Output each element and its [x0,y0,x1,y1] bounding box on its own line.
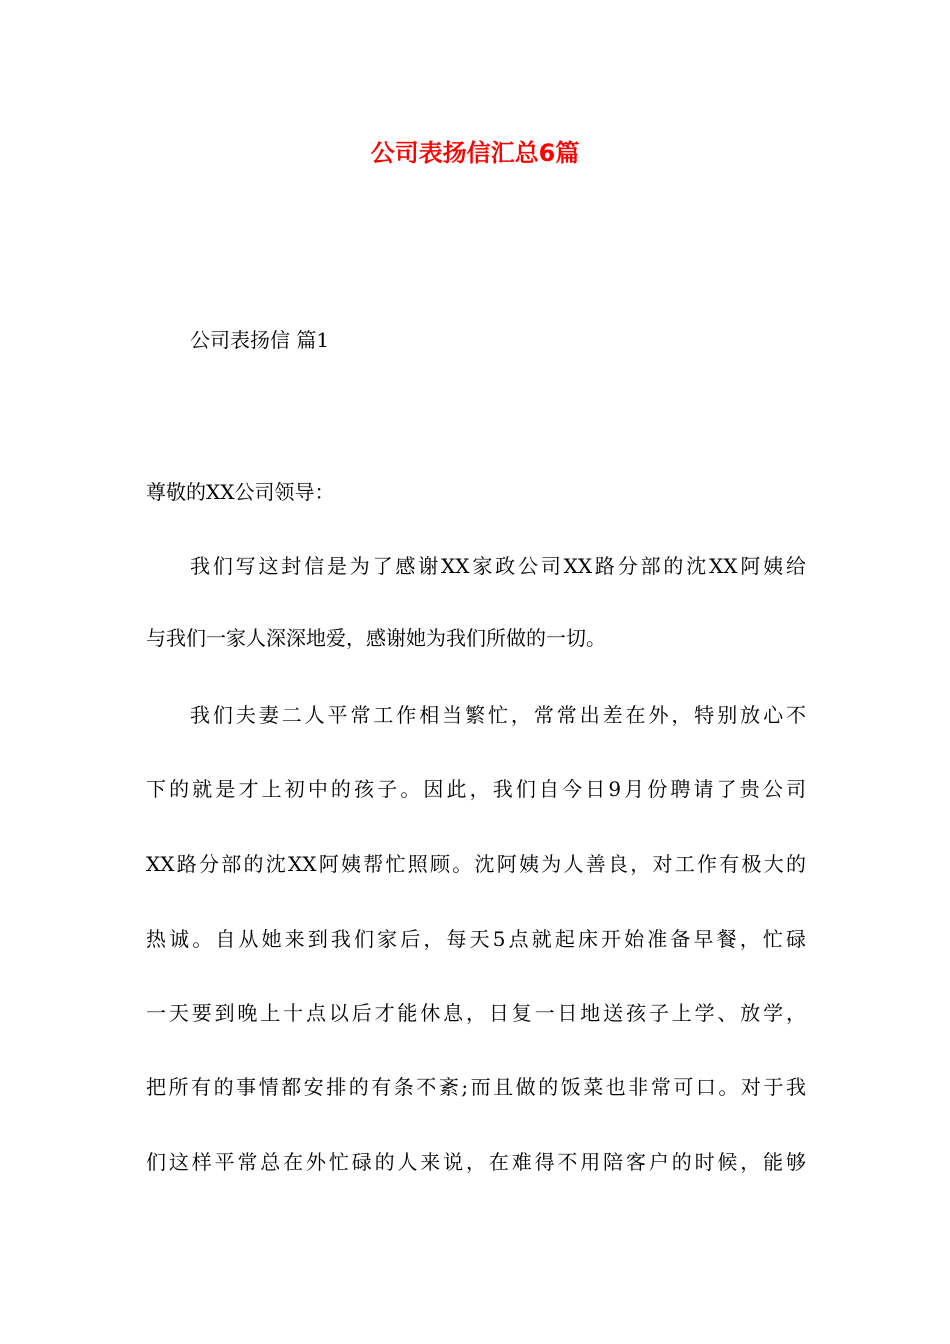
body-line-3: 我们夫妻二人平常工作相当繁忙，常常出差在外，特别放心不 [190,703,806,727]
body-line-8: 把所有的事情都安排的有条不紊;而且做的饭菜也非常可口。对于我 [146,1075,806,1099]
document-title: 公司表扬信汇总6篇 [370,139,580,167]
section-heading: 公司表扬信 篇1 [190,328,330,352]
body-line-7: 一天要到晚上十点以后才能休息，日复一日地送孩子上学、放学， [146,1001,806,1025]
body-line-1: 我们写这封信是为了感谢XX家政公司XX路分部的沈XX阿姨给 [190,554,806,578]
body-line-9: 们这样平常总在外忙碌的人来说，在难得不用陪客户的时候，能够 [146,1150,806,1174]
body-line-4: 下的就是才上初中的孩子。因此，我们自今日9月份聘请了贵公司 [146,777,806,801]
salutation: 尊敬的XX公司领导： [146,480,335,504]
body-line-5: XX路分部的沈XX阿姨帮忙照顾。沈阿姨为人善良，对工作有极大的 [146,852,806,876]
body-line-6: 热诚。自从她来到我们家后，每天5点就起床开始准备早餐，忙碌 [146,927,806,951]
body-line-2: 与我们一家人深深地爱，感谢她为我们所做的一切。 [146,626,606,650]
